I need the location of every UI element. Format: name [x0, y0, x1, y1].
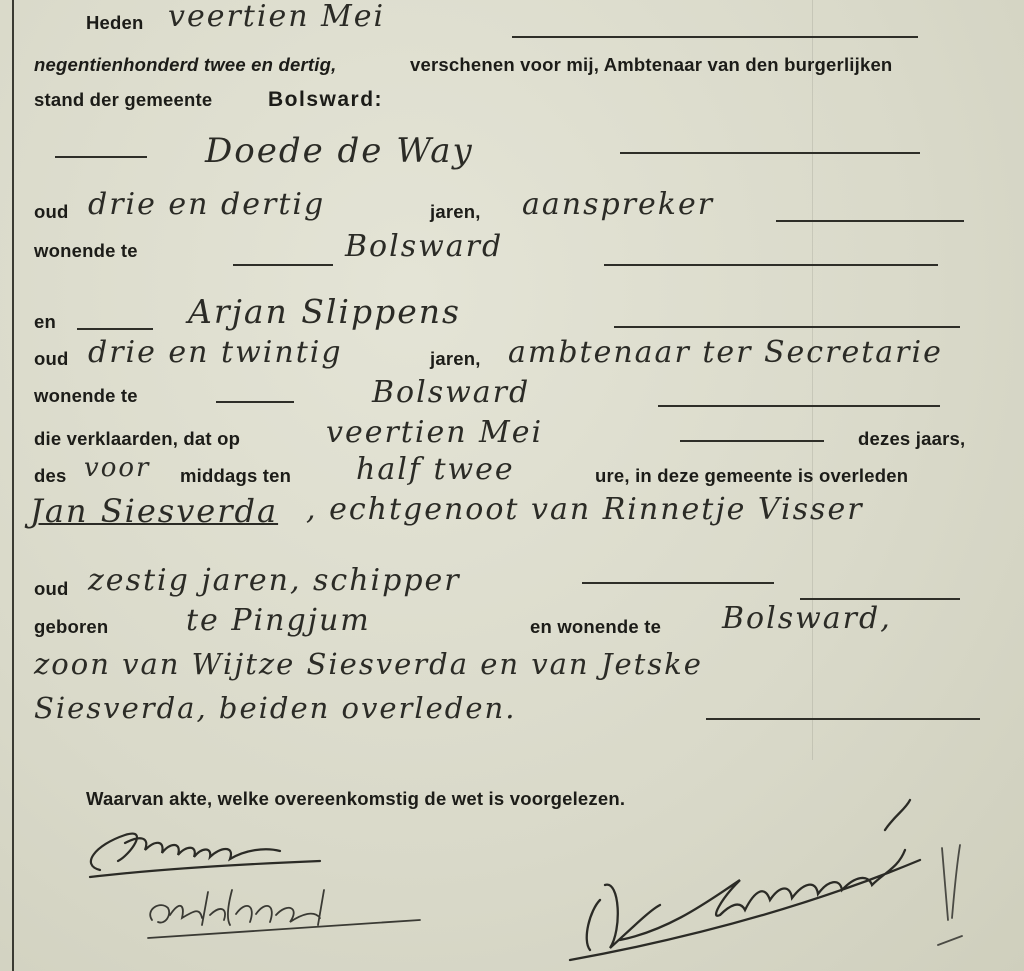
- verklaarden-label: die verklaarden, dat op: [34, 428, 241, 449]
- fill-line: [604, 264, 938, 266]
- death-time: half twee: [356, 452, 515, 487]
- bleed-through-column: [812, 0, 813, 760]
- deceased-age-job: zestig jaren, schipper: [88, 563, 461, 598]
- jaren-label: jaren,: [430, 201, 481, 222]
- parents-line1: zoon van Wijtze Siesverda en van Jetske: [34, 647, 703, 681]
- voor-handwritten: voor: [84, 453, 151, 483]
- stand-label: stand der gemeente: [34, 89, 213, 110]
- en-wonende-te-label: en wonende te: [530, 616, 662, 637]
- overleden-text: ure, in deze gemeente is overleden: [595, 465, 909, 486]
- residence: Bolsward,: [722, 601, 892, 636]
- fill-line: [77, 328, 153, 330]
- spouse-handwritten: , echtgenoot van Rinnetje Visser: [306, 492, 864, 527]
- signature-witness2: [140, 870, 430, 950]
- fill-line: [55, 156, 147, 158]
- signature-official: [560, 790, 960, 965]
- fill-line: [800, 598, 960, 600]
- oud-label: oud: [34, 348, 69, 369]
- wonende-te-label: wonende te: [34, 240, 138, 261]
- parents-line2: Siesverda, beiden overleden.: [34, 691, 517, 725]
- fill-line: [620, 152, 920, 154]
- fill-line: [706, 718, 980, 720]
- date-handwritten: veertien Mei: [168, 0, 386, 34]
- fill-line: [680, 440, 824, 442]
- witness1-age: drie en dertig: [88, 187, 326, 222]
- fill-line: [658, 405, 940, 407]
- birthplace: te Pingjum: [186, 603, 371, 638]
- en-label: en: [34, 311, 56, 332]
- fill-line: [233, 264, 333, 266]
- witness2-place: Bolsward: [372, 375, 531, 410]
- closing-statement: Waarvan akte, welke overeenkomstig de wet is voorgelezen.: [86, 788, 626, 809]
- margin-mark: [930, 840, 970, 950]
- witness1-name: Doede de Way: [205, 131, 474, 171]
- middags-ten-label: middags ten: [180, 465, 292, 486]
- fill-line: [582, 582, 774, 584]
- jaren-label: jaren,: [430, 348, 481, 369]
- deceased-name: Jan Siesverda: [30, 492, 279, 530]
- wonende-te-label: wonende te: [34, 385, 138, 406]
- fill-line: [776, 220, 964, 222]
- fill-line: [216, 401, 294, 403]
- fill-line: [614, 326, 960, 328]
- appearance-text: verschenen voor mij, Ambtenaar van den burgerlijken: [410, 54, 893, 75]
- dezes-jaars-label: dezes jaars,: [858, 428, 966, 449]
- witness1-job: aanspreker: [522, 187, 715, 222]
- witness1-place: Bolsward: [345, 229, 504, 264]
- death-date: veertien Mei: [326, 415, 544, 450]
- year-italic: negentienhonderd twee en dertig,: [34, 54, 337, 75]
- oud-label: oud: [34, 201, 69, 222]
- fill-line: [512, 36, 918, 38]
- municipality-name: Bolsward:: [268, 88, 384, 111]
- des-label: des: [34, 465, 67, 486]
- witness2-job: ambtenaar ter Secretarie: [508, 335, 943, 370]
- oud-label: oud: [34, 578, 69, 599]
- witness2-name: Arjan Slippens: [188, 292, 461, 331]
- heden-label: Heden: [86, 12, 144, 33]
- witness2-age: drie en twintig: [88, 335, 343, 370]
- margin-line: [12, 0, 14, 971]
- geboren-label: geboren: [34, 616, 109, 637]
